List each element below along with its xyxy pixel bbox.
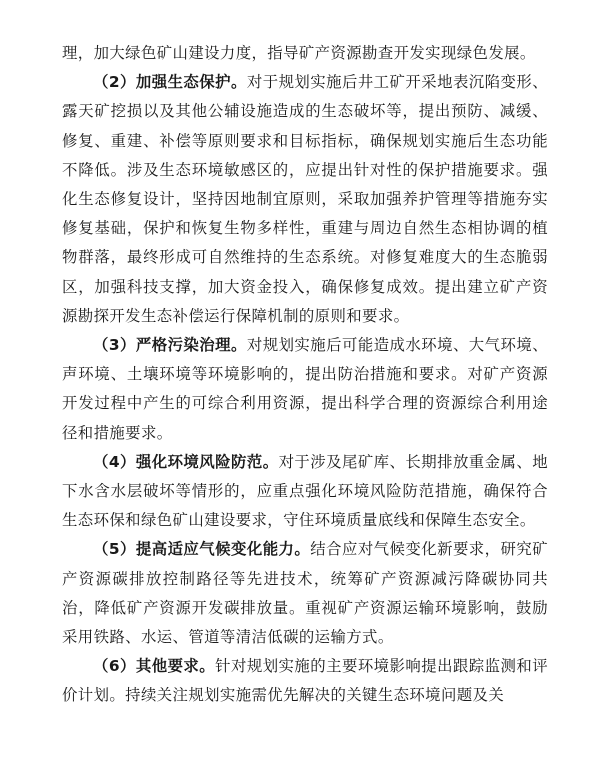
paragraph-continuation [62,39,548,68]
paragraph-body: 对于涉及尾矿库、长期排放重金属、地下水含水层破坏等情形的，应重点强化环境风险防范措施，确保符合生态环保和绿色矿山建设要求，守住环境质量底线和保障生态安全。 [62,452,548,530]
paragraph-pollution-control [62,331,548,448]
paragraph-body: 理，加大绿色矿山建设力度，指导矿产资源勘查开发实现绿色发展。 [62,44,536,62]
paragraph-body: 对规划实施后可能造成水环境、大气环境、声环境、土壤环境等环境影响的，提出防治措施和要求。对矿产资源开发过程中产生的可综合利用资源，提出科学合理的资源综合利用途径和措施要求。 [62,336,548,442]
paragraph-risk-prevention [62,448,548,536]
paragraph-other-requirements [62,652,548,710]
paragraph-body: 对于规划实施后井工矿开采地表沉陷变形、露天矿挖损以及其他公辅设施造成的生态破坏等，提出预防、减缓、修复、重建、补偿等原则要求和目标指标，确保规划实施后生态功能不降低。涉及生态环境敏感区的，应提出针对性的保护措施要求。强化生态修复设计，坚持因地制宜原则，采取加强养护管理等措施夯实修复基础，保护和恢复生物多样性，重建与周边自然生态相协调的植物群落，最终形成可自然维持的生态系统。对修复难度大的生态脆弱区，加强科技支撑，加大资金投入，确保修复成效。提出建立矿产资源勘探开发生态补偿运行保障机制的原则和要求。 [62,73,548,325]
paragraph-heading: （4）强化环境风险防范。 [93,452,279,471]
paragraph-heading: （2）加强生态保护。 [93,73,247,92]
paragraph-body: 结合应对气候变化新要求，研究矿产资源碳排放控制路径等先进技术，统筹矿产资源减污降碳协同共治，降低矿产资源开发碳排放量。重视矿产资源运输环境影响，鼓励采用铁路、水运、管道等清洁低碳的运输方式。 [62,540,548,647]
paragraph-climate-adaptation [62,535,548,652]
paragraph-heading: （3）严格污染治理。 [93,336,247,355]
paragraph-body: 针对规划实施的主要环境影响提出跟踪监测和评价计划。持续关注规划实施需优先解决的关键生态环境问题及关 [62,657,548,705]
paragraph-heading: （5）提高适应气候变化能力。 [93,540,311,559]
paragraph-ecological-protection [62,68,548,331]
paragraph-heading: （6）其他要求。 [93,657,216,676]
